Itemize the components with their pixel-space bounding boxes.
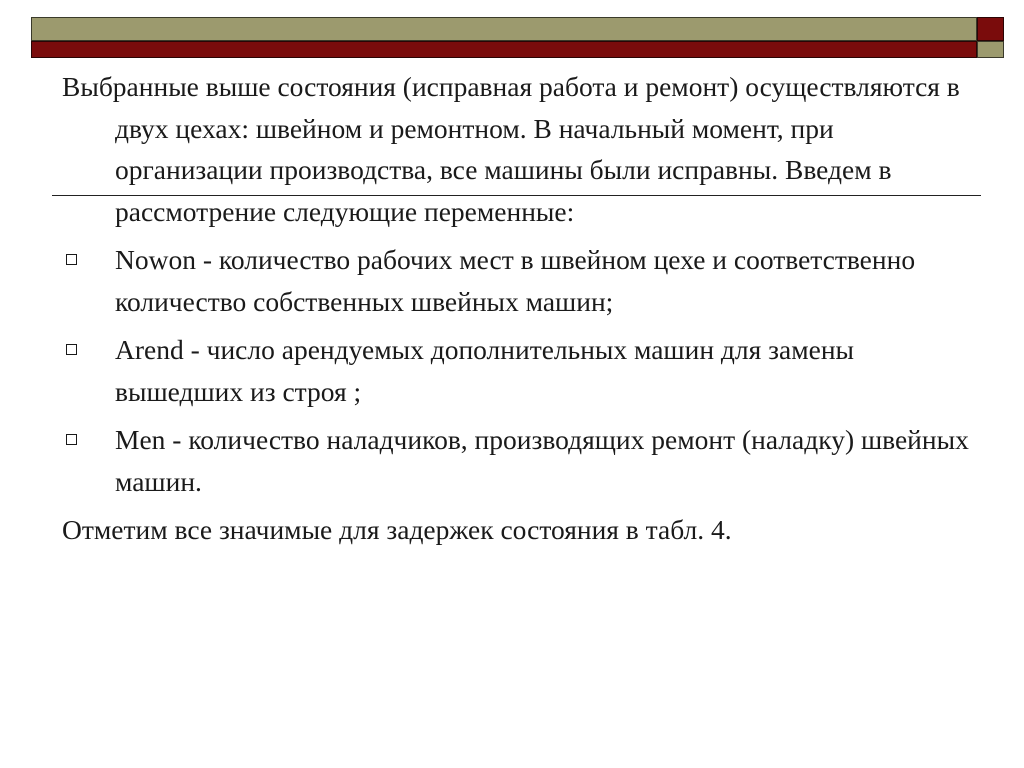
bullet-item-arend bbox=[62, 329, 982, 412]
bullet-item-nowon bbox=[62, 239, 982, 322]
bullet-text: Men - количество наладчиков, производящих ремонт (наладку) швейных машин. bbox=[115, 424, 969, 497]
slide-body bbox=[62, 66, 982, 551]
hollow-square-bullet-icon bbox=[66, 254, 77, 265]
header-band-olive bbox=[31, 17, 977, 41]
bullet-item-men bbox=[62, 419, 982, 502]
bullet-text: Arend - число арендуемых дополнительных машин для замены вышедших из строя ; bbox=[115, 334, 855, 407]
hollow-square-bullet-icon bbox=[66, 434, 77, 445]
conclusion-paragraph: Отметим все значимые для задержек состояния в табл. 4. bbox=[62, 514, 732, 545]
corner-square-olive bbox=[977, 41, 1004, 58]
intro-paragraph: Выбранные выше состояния (исправная работа и ремонт) осуществляются в двух цехах: швейном и ремонтном. В начальный момент, при организации производства, все машины были исправны. Введем в рассмотрение следующие переменные: bbox=[62, 71, 960, 227]
header-band-maroon bbox=[31, 41, 977, 58]
bullet-text: Nowon - количество рабочих мест в швейном цехе и соответственно количество собственных швейных машин; bbox=[115, 244, 916, 317]
hollow-square-bullet-icon bbox=[66, 344, 77, 355]
corner-square-maroon bbox=[977, 17, 1004, 41]
